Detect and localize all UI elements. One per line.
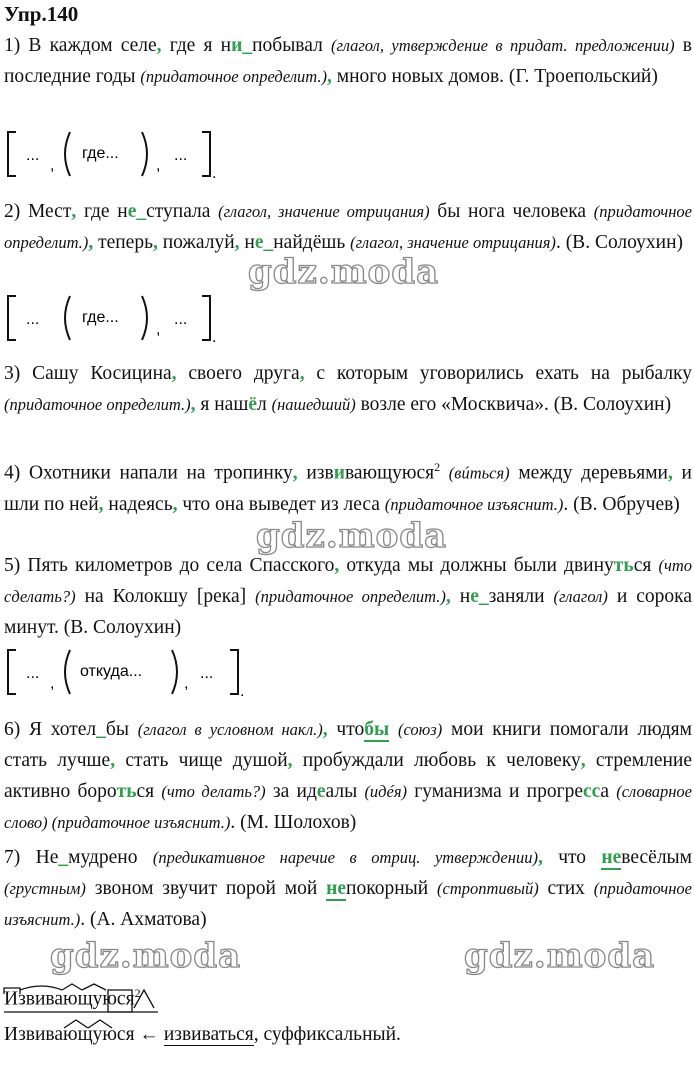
text-fragment: Извивающуюся ← (4, 1024, 164, 1045)
text-fragment: _ (58, 847, 69, 868)
text-fragment: , (98, 493, 104, 515)
text-fragment: _ (242, 35, 253, 56)
text-fragment: , (71, 201, 77, 222)
scheme-clause: где... (82, 309, 119, 326)
text-fragment: . (В. Обручев) (563, 493, 680, 515)
text-fragment: , (334, 555, 340, 576)
text-fragment: . (М. Шолохов) (230, 812, 357, 833)
text-fragment: мудрено (68, 847, 153, 868)
text-fragment: , (171, 363, 177, 384)
text-fragment: не (326, 878, 347, 899)
svg-text:.: . (212, 329, 217, 346)
text-fragment: , (667, 462, 673, 484)
text-fragment: , (580, 750, 586, 771)
text-fragment: , (299, 363, 305, 384)
text-fragment: на Колокшу [река] (75, 586, 256, 607)
morpheme-analysis (4, 986, 141, 1011)
text-fragment: в последние годы (4, 35, 692, 87)
morpheme-word: Извивающуюся (4, 988, 135, 1010)
text-fragment: е (470, 586, 479, 607)
text-fragment: е (254, 232, 264, 253)
text-fragment: , (88, 232, 94, 253)
text-fragment: (глагол в условном накл.) (137, 720, 323, 739)
text-fragment: 4) Охотники напали на тропинку (4, 462, 293, 484)
text-fragment: стих (538, 878, 594, 899)
svg-text:,: , (184, 675, 189, 692)
text-fragment: стремление активно боро (4, 750, 692, 802)
text-fragment: теперь (93, 232, 153, 253)
text-fragment: гуманизма и прогре (407, 781, 584, 802)
morpheme-marks (2, 978, 202, 1018)
text-fragment: покорный (346, 878, 437, 899)
text-fragment: 2 (434, 460, 441, 474)
sentence-7 (4, 842, 692, 935)
text-fragment: и сорока минут. (В. Солоухин) (4, 586, 692, 638)
text-fragment: . (В. Солоухин) (555, 232, 684, 253)
text-fragment: ё (248, 394, 257, 415)
text-fragment: е (127, 201, 137, 222)
text-fragment: н (450, 586, 471, 607)
text-fragment: (что сделать?) (4, 556, 692, 606)
text-fragment: где я н (161, 35, 232, 56)
scheme-clause: откуда... (80, 663, 143, 680)
text-fragment: , (445, 586, 451, 607)
text-fragment: 2) Мест (4, 201, 72, 222)
text-fragment: и шли по ней (4, 462, 692, 515)
text-fragment: (придаточное определит.) (140, 67, 328, 86)
text-fragment: 2 (134, 986, 141, 1000)
text-fragment: и (231, 35, 243, 56)
text-fragment: бы (364, 719, 390, 740)
text-fragment: , (156, 35, 162, 56)
text-fragment: побывал (252, 35, 331, 56)
word-formation (4, 1024, 401, 1046)
text-fragment: а (600, 781, 617, 802)
text-fragment: е (316, 781, 326, 802)
scheme-left-part: ... (26, 147, 40, 164)
text-fragment: (придаточное определит.) (255, 587, 446, 606)
text-fragment: , (190, 394, 196, 415)
scheme-clause: где... (82, 145, 119, 162)
text-fragment: ступала (146, 201, 219, 222)
text-fragment: , (322, 719, 328, 740)
svg-text:.: . (212, 165, 217, 182)
text-fragment: (предикативное наречие в отриц. утверждении) (152, 848, 538, 867)
watermark: gdz.moda (50, 936, 242, 976)
text-fragment: ть (613, 555, 634, 576)
text-fragment: алы (325, 781, 365, 802)
text-fragment: 6) Я хотел (4, 719, 97, 740)
text-fragment: возле его «Москвича». (В. Солоухин) (355, 394, 672, 415)
text-fragment: (придаточное определит.) (4, 395, 191, 414)
sentence-6 (4, 714, 692, 838)
sentence-1 (4, 30, 692, 92)
text-fragment: , (292, 462, 298, 484)
text-fragment: . (А. Ахматова) (80, 909, 207, 930)
text-fragment: где н (76, 201, 128, 222)
text-fragment: звоном звучит порой мой (85, 878, 327, 899)
text-fragment: , (327, 66, 332, 87)
text-fragment: (что делать?) (161, 782, 266, 801)
text-fragment: много новых домов. (Г. Троепольский) (331, 66, 658, 87)
scheme-right-part: ... (174, 147, 188, 164)
text-fragment: изв (297, 462, 334, 484)
text-fragment: (глагол) (553, 587, 608, 606)
text-fragment: своего друга (176, 363, 300, 384)
text-fragment: (строптивый) (437, 879, 539, 898)
exercise-title: Упр.140 (4, 2, 79, 26)
text-fragment: (грустным) (4, 879, 86, 898)
text-fragment: что (542, 847, 602, 868)
text-fragment: между деревьями (509, 462, 668, 484)
text-fragment: , (234, 232, 240, 253)
text-fragment: сс (583, 781, 601, 802)
text-fragment: _ (136, 201, 147, 222)
source-word: извиваться (163, 1024, 254, 1045)
text-fragment: пожалуй (157, 232, 235, 253)
text-fragment: ть (116, 781, 137, 802)
text-fragment: что (327, 719, 365, 740)
text-fragment: л (257, 394, 272, 415)
text-fragment: весёлым (621, 847, 692, 868)
svg-text:,: , (156, 321, 161, 338)
text-fragment: заняли (488, 586, 554, 607)
text-fragment: (глагол, утверждение в придат. предложении) (331, 36, 675, 55)
text-fragment: не (601, 847, 622, 868)
text-fragment: надеясь (103, 493, 173, 515)
scheme-right-part: ... (174, 311, 188, 328)
svg-text:,: , (156, 157, 161, 174)
sentence-4 (4, 452, 692, 520)
sentence-scheme-3 (4, 646, 254, 702)
text-fragment: ся (633, 555, 659, 576)
text-fragment: и (333, 462, 345, 484)
text-fragment: (придаточное определит.) (4, 202, 692, 252)
text-fragment: , (152, 232, 158, 253)
text-fragment: 1) В каждом селе (4, 35, 157, 56)
sentence-5 (4, 550, 692, 643)
text-fragment: н (239, 232, 255, 253)
text-fragment: , (537, 847, 543, 868)
text-fragment: пробуждали любовь к человеку (292, 750, 581, 771)
text-fragment: бы (105, 719, 138, 740)
text-fragment: , (172, 493, 178, 515)
text-fragment: мои книги помогали людям стать лучше (4, 719, 692, 771)
text-fragment: _ (96, 719, 106, 740)
scheme-right-part: ... (200, 665, 214, 682)
sentence-scheme-2 (4, 292, 224, 348)
text-fragment: 7) Не (4, 847, 59, 868)
text-fragment: (вúться) (448, 463, 510, 483)
svg-text:.: . (240, 683, 245, 700)
text-fragment: (нашедший) (271, 395, 356, 414)
text-fragment: ся (136, 781, 162, 802)
text-fragment: , (287, 750, 293, 771)
scheme-left-part: ... (26, 665, 40, 682)
svg-text:,: , (50, 157, 55, 174)
text-fragment: вающуюся (344, 462, 435, 484)
watermark: gdz.moda (256, 516, 448, 556)
text-fragment (440, 463, 449, 484)
sentence-scheme-1 (4, 128, 224, 184)
text-fragment: (идéя) (364, 782, 408, 801)
text-fragment: (словарное слово) (придаточное изъяснит.) (4, 782, 693, 832)
text-fragment: (глагол, значение отрицания) (218, 202, 430, 221)
text-fragment: , (110, 750, 116, 771)
sentence-2 (4, 196, 692, 258)
text-fragment: откуда мы должны были двину (339, 555, 614, 576)
text-fragment: я наш (195, 394, 249, 415)
text-fragment: (союз) (398, 720, 443, 739)
text-fragment: , суффиксальный. (253, 1024, 401, 1045)
sentence-3 (4, 358, 692, 420)
text-fragment: _ (263, 232, 274, 253)
formation-arcs (4, 1016, 234, 1040)
svg-text:,: , (50, 675, 55, 692)
text-fragment: бы нога человека (429, 201, 594, 222)
text-fragment: найдёшь (273, 232, 351, 253)
text-fragment: (придаточное изъяснит.) (4, 879, 692, 929)
text-fragment: что она выведет из леса (177, 493, 385, 515)
watermark: gdz.moda (248, 252, 440, 292)
scheme-left-part: ... (26, 311, 40, 328)
text-fragment: (придаточное изъяснит.) (384, 494, 564, 514)
watermark: gdz.moda (464, 936, 656, 976)
text-fragment (389, 719, 398, 740)
text-fragment: _ (478, 586, 489, 607)
text-fragment: с которым уговорились ехать на рыбалку (304, 363, 692, 384)
text-fragment: стать чище душой (115, 750, 288, 771)
text-fragment: (глагол, значение отрицания) (350, 233, 556, 252)
text-fragment: 3) Сашу Косицина (4, 363, 172, 384)
text-fragment: за ид (265, 781, 317, 802)
text-fragment: 5) Пять километров до села Спасского (4, 555, 335, 576)
